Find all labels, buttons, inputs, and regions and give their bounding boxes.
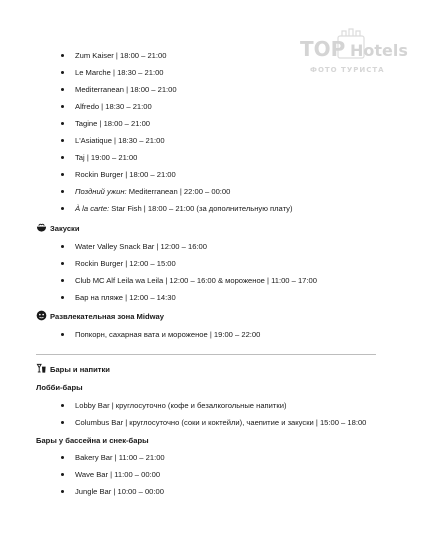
item-prefix: Поздний ужин:	[75, 187, 127, 196]
list-item: L'Asiatique | 18:30 – 21:00	[0, 133, 425, 149]
watermark-subtitle: ФОТО ТУРИСТА	[310, 66, 385, 74]
bullet	[61, 71, 64, 74]
list-item: Бар на пляже | 12:00 – 14:30	[0, 290, 425, 306]
bullet	[61, 190, 64, 193]
bullet	[61, 456, 64, 459]
list-item: Taj | 19:00 – 21:00	[0, 150, 425, 166]
section-divider	[36, 354, 376, 355]
bullet	[61, 156, 64, 159]
list-item: Wave Bar | 11:00 – 00:00	[0, 467, 425, 483]
bullet	[61, 473, 64, 476]
list-item: Rockin Burger | 18:00 – 21:00	[0, 167, 425, 183]
list-item: Tagine | 18:00 – 21:00	[0, 116, 425, 132]
subheading-pool-bars: Бары у бассейна и снек-бары	[36, 436, 149, 445]
bullet	[61, 88, 64, 91]
subheading-lobby-bars: Лобби-бары	[36, 383, 83, 392]
face-icon	[36, 310, 47, 321]
bullet	[61, 333, 64, 336]
list-item: Jungle Bar | 10:00 – 00:00	[0, 484, 425, 500]
snack-bowl-icon	[36, 222, 47, 233]
section-heading-bars: Бары и напитки	[36, 363, 110, 377]
bullet	[61, 279, 64, 282]
bullet	[61, 139, 64, 142]
bullet	[61, 262, 64, 265]
section-heading-midway: Развлекательная зона Midway	[36, 310, 164, 324]
svg-text:Hotels: Hotels	[350, 41, 408, 60]
bullet	[61, 296, 64, 299]
list-item: Поздний ужин: Mediterranean | 22:00 – 00:00	[0, 184, 425, 200]
bullet	[61, 122, 64, 125]
drinks-icon	[36, 363, 47, 374]
bullet	[61, 490, 64, 493]
bullet	[61, 105, 64, 108]
bullet	[61, 54, 64, 57]
bullet	[61, 173, 64, 176]
bullet	[61, 207, 64, 210]
list-item: Columbus Bar | круглосуточно (соки и коктейли), чаепитие и закуски | 15:00 – 18:00	[0, 415, 425, 431]
list-item: Zum Kaiser | 18:00 – 21:00	[0, 48, 425, 64]
section-heading-snacks: Закуски	[36, 222, 80, 236]
bullet	[61, 421, 64, 424]
list-item: Alfredo | 18:30 – 21:00	[0, 99, 425, 115]
list-item: Lobby Bar | круглосуточно (кофе и безалкогольные напитки)	[0, 398, 425, 414]
list-item: Water Valley Snack Bar | 12:00 – 16:00	[0, 239, 425, 255]
svg-text:TOP: TOP	[300, 37, 346, 61]
list-item: À la carte: Star Fish | 18:00 – 21:00 (за дополнительную плату)	[0, 201, 425, 217]
item-prefix: À la carte:	[75, 204, 110, 213]
list-item: Le Marche | 18:30 – 21:00	[0, 65, 425, 81]
list-item: Club MC Alf Leila wa Leila | 12:00 – 16:00 & мороженое | 11:00 – 17:00	[0, 273, 425, 289]
bullet	[61, 404, 64, 407]
list-item: Mediterranean | 18:00 – 21:00	[0, 82, 425, 98]
bullet	[61, 245, 64, 248]
list-item: Bakery Bar | 11:00 – 21:00	[0, 450, 425, 466]
list-item: Rockin Burger | 12:00 – 15:00	[0, 256, 425, 272]
list-item: Попкорн, сахарная вата и мороженое | 19:00 – 22:00	[0, 327, 425, 343]
